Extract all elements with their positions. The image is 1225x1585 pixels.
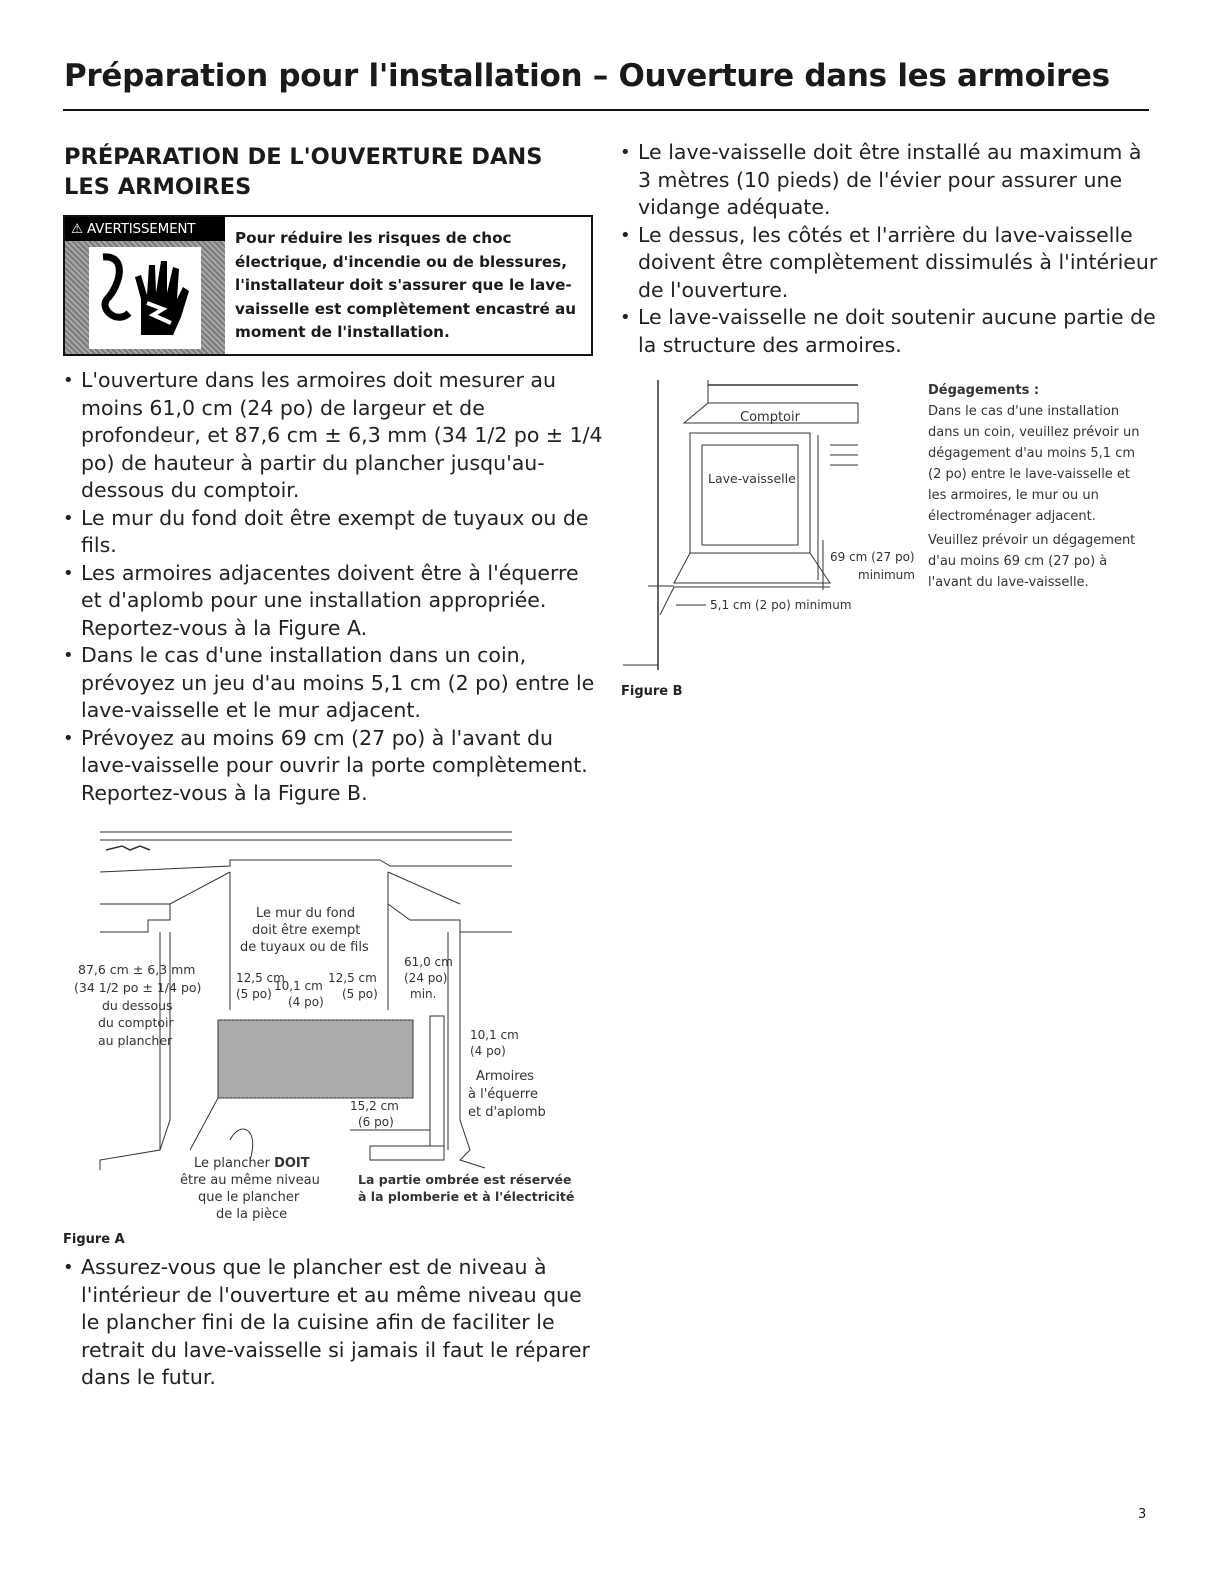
list-item: • Dans le cas d'une installation dans un coin, prévoyez un jeu d'au moins 5,1 cm (2 po) entre le lave-vaisselle et le mur adjacent. bbox=[63, 642, 603, 725]
warning-label: ⚠ AVERTISSEMENT bbox=[65, 217, 225, 241]
square-label-3: et d'aplomb bbox=[468, 1105, 546, 1120]
dim-101a-2: (4 po) bbox=[288, 995, 324, 1009]
list-item: • Les armoires adjacentes doivent être à l'équerre et d'aplomb pour une installation appropriée. Reportez-vous à la Figure A. bbox=[63, 560, 603, 643]
figure-b-caption: Figure B bbox=[621, 684, 683, 699]
dim-152-1: 15,2 cm bbox=[350, 1099, 399, 1113]
height-label-4: du comptoir bbox=[98, 1015, 174, 1030]
width-label-2: (24 po) bbox=[404, 971, 448, 985]
floor-label-3: que le plancher bbox=[198, 1190, 300, 1205]
list-item: • Prévoyez au moins 69 cm (27 po) à l'avant du lave-vaisselle pour ouvrir la porte complètement. Reportez-vous à la Figure B. bbox=[63, 725, 603, 808]
shaded-note-2: à la plomberie et à l'électricité bbox=[358, 1189, 575, 1204]
height-label-1: 87,6 cm ± 6,3 mm bbox=[78, 962, 196, 977]
list-item: • L'ouverture dans les armoires doit mesurer au moins 61,0 cm (24 po) de largeur et de profondeur, et 87,6 cm ± 6,3 mm (34 1/2 po ± 1/4 po) de hauteur à partir du plancher jusqu'au-dessous du comptoir. bbox=[63, 367, 603, 505]
bottom-bullet-list bbox=[63, 1254, 603, 1392]
shaded-note-1: La partie ombrée est réservée bbox=[358, 1172, 572, 1187]
warning-graphic bbox=[65, 217, 225, 354]
wall-label-3: de tuyaux ou de fils bbox=[240, 940, 369, 955]
dim-125a-1: 12,5 cm bbox=[236, 971, 285, 985]
list-item: • Le lave-vaisselle ne doit soutenir aucune partie de la structure des armoires. bbox=[620, 304, 1160, 359]
side-clearance-label: 5,1 cm (2 po) minimum bbox=[710, 598, 852, 612]
square-label-1: Armoires bbox=[476, 1069, 535, 1084]
dim-125b-2: (5 po) bbox=[342, 987, 378, 1001]
front-clearance-minimum: minimum bbox=[858, 568, 915, 582]
height-label-2: (34 1/2 po ± 1/4 po) bbox=[74, 980, 202, 995]
dishwasher-label: Lave-vaisselle bbox=[708, 471, 796, 486]
floor-label-2: être au même niveau bbox=[180, 1173, 320, 1188]
front-clearance-label: 69 cm (27 po) bbox=[830, 550, 915, 564]
width-label-3: min. bbox=[410, 987, 437, 1001]
dim-152-2: (6 po) bbox=[358, 1115, 394, 1129]
floor-label-1: Le plancher DOIT bbox=[194, 1156, 310, 1171]
countertop-label: Comptoir bbox=[740, 410, 800, 425]
page-title: Préparation pour l'installation – Ouverture dans les armoires bbox=[64, 58, 1110, 94]
shock-hazard-icon bbox=[89, 247, 201, 349]
figure-a-caption: Figure A bbox=[63, 1232, 125, 1247]
clearance-note-front: Veuillez prévoir un dégagement d'au moins 69 cm (27 po) à l'avant du lave-vaisselle. bbox=[928, 533, 1136, 590]
square-label-2: à l'équerre bbox=[468, 1087, 538, 1102]
height-label-3: du dessous bbox=[102, 998, 173, 1013]
wall-label-2: doit être exempt bbox=[252, 923, 361, 938]
floor-label-4: de la pièce bbox=[216, 1207, 288, 1222]
list-item: • Le dessus, les côtés et l'arrière du lave-vaisselle doivent être complètement dissimulés à l'intérieur de l'ouverture. bbox=[620, 222, 1160, 305]
list-item: • Le mur du fond doit être exempt de tuyaux ou de fils. bbox=[63, 505, 603, 560]
dim-125a-2: (5 po) bbox=[236, 987, 272, 1001]
page-number: 3 bbox=[1138, 1507, 1147, 1522]
wall-label-1: Le mur du fond bbox=[256, 906, 356, 921]
figure-a-diagram bbox=[70, 820, 590, 1230]
width-label-1: 61,0 cm bbox=[404, 955, 453, 969]
warning-box bbox=[63, 215, 593, 356]
right-bullet-list bbox=[620, 139, 1160, 359]
clearance-note-corner: Dans le cas d'une installation dans un coin, veuillez prévoir un dégagement d'au moins 5,1 cm (2 po) entre le lave-vaisselle et les armoires, le mur ou un électroménager adjacent. bbox=[928, 404, 1140, 524]
figure-b-diagram bbox=[618, 375, 928, 675]
figure-b-notes bbox=[928, 380, 1148, 596]
section-heading: PRÉPARATION DE L'OUVERTURE DANS LES ARMOIRES bbox=[64, 144, 543, 200]
dim-125b-1: 12,5 cm bbox=[328, 971, 377, 985]
list-item: • Le lave-vaisselle doit être installé au maximum à 3 mètres (10 pieds) de l'évier pour assurer une vidange adéquate. bbox=[620, 139, 1160, 222]
dim-101a-1: 10,1 cm bbox=[274, 979, 323, 993]
title-rule bbox=[63, 109, 1149, 111]
left-bullet-list bbox=[63, 367, 603, 807]
dim-101b-1: 10,1 cm bbox=[470, 1028, 519, 1042]
height-label-5: au plancher bbox=[98, 1033, 173, 1048]
warning-text: Pour réduire les risques de choc électrique, d'incendie ou de blessures, l'installateur doit s'assurer que le lave-vaisselle est complètement encastré au moment de l'installation. bbox=[235, 229, 577, 341]
clearances-heading: Dégagements : bbox=[928, 383, 1040, 398]
list-item: • Assurez-vous que le plancher est de niveau à l'intérieur de l'ouverture et au même niveau que le plancher fini de la cuisine afin de faciliter le retrait du lave-vaisselle si jamais il faut le réparer dans le futur. bbox=[63, 1254, 603, 1392]
dim-101b-2: (4 po) bbox=[470, 1044, 506, 1058]
